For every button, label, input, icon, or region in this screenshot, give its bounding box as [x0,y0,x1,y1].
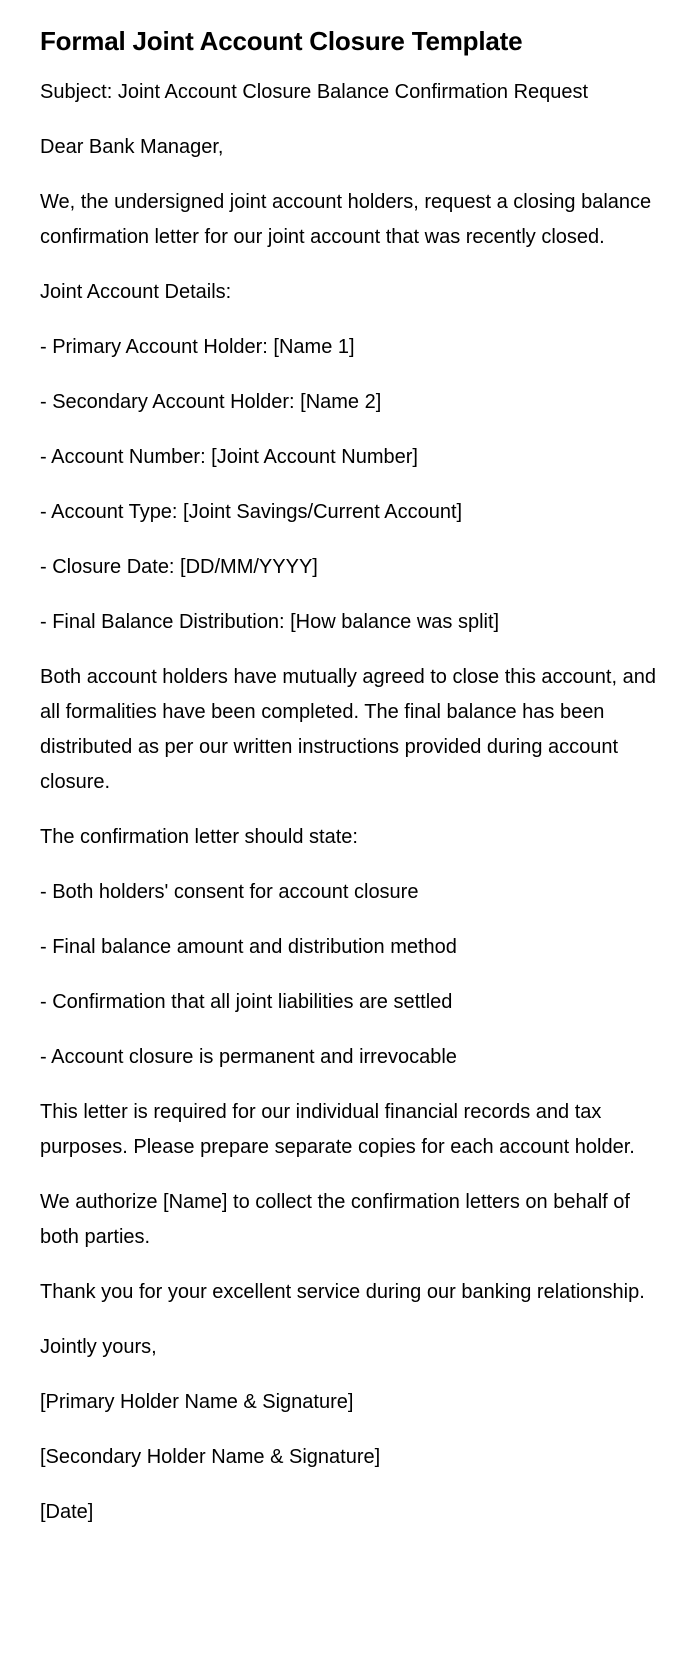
purpose-paragraph: This letter is required for our individual financial records and tax purposes. Please prepare separate copies for each account holder. [40,1101,635,1158]
date-line: [Date] [40,1501,94,1523]
closing-line: Jointly yours, [40,1336,157,1358]
salutation: Dear Bank Manager, [40,136,224,158]
subject-line: Subject: Joint Account Closure Balance Confirmation Request [40,81,589,103]
secondary-signature-line: [Secondary Holder Name & Signature] [40,1446,381,1468]
detail-account-number: - Account Number: [Joint Account Number] [40,446,418,468]
detail-secondary-holder: - Secondary Account Holder: [Name 2] [40,391,382,413]
primary-signature-line: [Primary Holder Name & Signature] [40,1391,354,1413]
details-heading: Joint Account Details: [40,281,232,303]
state-item-balance: - Final balance amount and distribution method [40,936,457,958]
state-item-consent: - Both holders' consent for account closure [40,881,419,903]
thanks-paragraph: Thank you for your excellent service during our banking relationship. [40,1281,645,1303]
letter-document [40,24,660,1550]
state-heading: The confirmation letter should state: [40,826,358,848]
state-item-permanent: - Account closure is permanent and irrevocable [40,1046,457,1068]
detail-primary-holder: - Primary Account Holder: [Name 1] [40,336,355,358]
document-title: Formal Joint Account Closure Template [40,26,523,56]
agreement-paragraph: Both account holders have mutually agreed to close this account, and all formalities have been completed. The final balance has been distributed as per our written instructions provided during account closure. [40,666,656,793]
detail-balance-distribution: - Final Balance Distribution: [How balance was split] [40,611,500,633]
intro-paragraph: We, the undersigned joint account holders, request a closing balance confirmation letter for our joint account that was recently closed. [40,191,652,248]
detail-account-type: - Account Type: [Joint Savings/Current Account] [40,501,463,523]
detail-closure-date: - Closure Date: [DD/MM/YYYY] [40,556,318,578]
state-item-liabilities: - Confirmation that all joint liabilities are settled [40,991,453,1013]
authorization-paragraph: We authorize [Name] to collect the confirmation letters on behalf of both parties. [40,1191,630,1248]
